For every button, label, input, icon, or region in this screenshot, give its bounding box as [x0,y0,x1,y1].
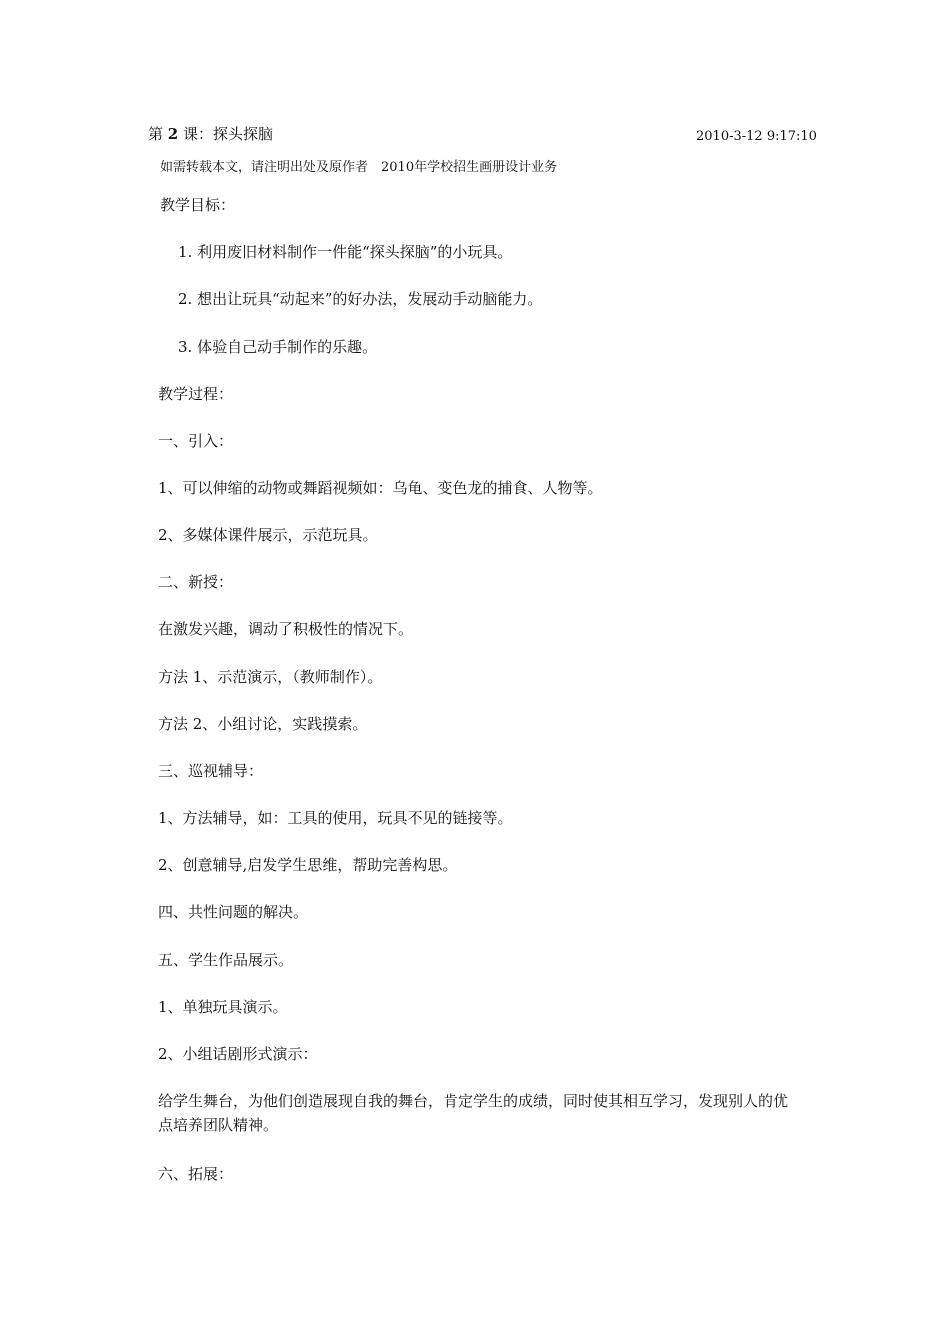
list-item: 方法 2、小组讨论，实践摸索。 [158,715,368,733]
summary-paragraph: 给学生舞台，为他们创造展现自我的舞台，肯定学生的成绩，同时使其相互学习，发现别人的优点培养团队精神。 [158,1092,789,1134]
list-item: 2、多媒体课件展示，示范玩具。 [158,526,378,544]
list-item: 1、单独玩具演示。 [158,998,288,1016]
list-item: 在激发兴趣，调动了积极性的情况下。 [158,620,414,638]
goal-item-3: 3. 体验自己动手制作的乐趣。 [178,338,378,356]
section-showcase-heading: 五、学生作品展示。 [158,951,294,969]
title-suffix: 课：探头探脑 [183,125,274,143]
section-new-heading: 二、新授： [158,573,234,591]
process-heading: 教学过程： [158,385,234,403]
timestamp: 2010-3-12 9:17:10 [696,129,817,144]
page-title [148,124,273,144]
section-intro-heading: 一、引入： [158,432,234,450]
list-item: 1、可以伸缩的动物或舞蹈视频如：乌龟、变色龙的捕食、人物等。 [158,479,603,497]
title-prefix: 第 [148,125,164,143]
goal-item-1: 1. 利用废旧材料制作一件能“探头探脑”的小玩具。 [178,243,513,261]
goal-item-2: 2. 想出让玩具“动起来”的好办法，发展动手动脑能力。 [178,290,543,308]
section-problems-heading: 四、共性问题的解决。 [158,903,309,921]
section-guidance-heading: 三、巡视辅导： [158,762,264,780]
list-item: 2、小组话剧形式演示： [158,1045,318,1063]
goals-heading: 教学目标： [160,196,236,214]
reprint-notice: 如需转载本文，请注明出处及原作者 2010年学校招生画册设计业务 [160,160,558,175]
list-item: 2、创意辅导,启发学生思维，帮助完善构思。 [158,856,458,874]
list-item: 1、方法辅导，如：工具的使用，玩具不见的链接等。 [158,809,513,827]
list-item: 方法 1、示范演示，（教师制作）。 [158,668,383,686]
section-extension-heading: 六、拓展： [158,1165,234,1183]
title-number: 2 [167,125,179,143]
